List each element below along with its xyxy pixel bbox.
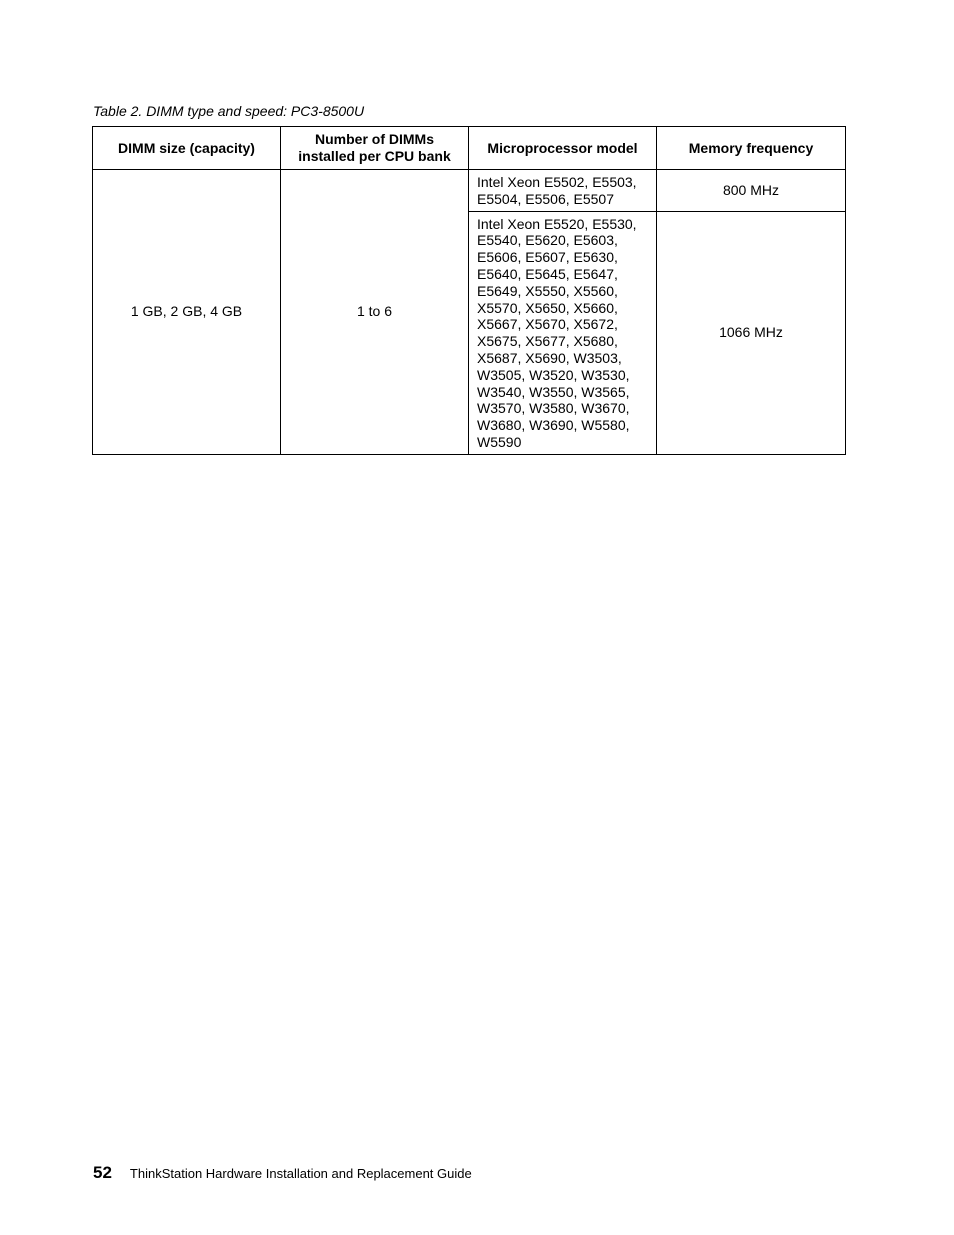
- page-footer: [93, 1163, 472, 1183]
- cell-memory-frequency: 1066 MHz: [657, 211, 846, 454]
- cell-dimm-size: 1 GB, 2 GB, 4 GB: [93, 170, 281, 455]
- dimm-type-speed-table: [92, 126, 846, 455]
- table-caption: Table 2. DIMM type and speed: PC3-8500U: [93, 103, 365, 119]
- document-title: ThinkStation Hardware Installation and Replacement Guide: [129, 1166, 472, 1181]
- table-header-row: [93, 127, 846, 170]
- table-row: [93, 170, 846, 212]
- cell-microprocessor-models: Intel Xeon E5502, E5503, E5504, E5506, E5507: [469, 170, 657, 212]
- header-microprocessor-model: Microprocessor model: [469, 127, 657, 170]
- cell-microprocessor-models: Intel Xeon E5520, E5530, E5540, E5620, E5603, E5606, E5607, E5630, E5640, E5645, E5647, E5649, X5550, X5560, X5570, X5650, X5660, X5667, X5670, X5672, X5675, X5677, X5680, X5687, X5690, W3503, W3505, W3520, W3530, W3540, W3550, W3565, W3570, W3580, W3670, W3680, W3690, W5580, W5590: [469, 211, 657, 454]
- header-dimm-size: DIMM size (capacity): [93, 127, 281, 170]
- page-number: 52: [93, 1163, 112, 1182]
- header-memory-frequency: Memory frequency: [657, 127, 846, 170]
- header-dimms-per-bank: Number of DIMMs installed per CPU bank: [281, 127, 469, 170]
- cell-dimms-per-bank: 1 to 6: [281, 170, 469, 455]
- cell-memory-frequency: 800 MHz: [657, 170, 846, 212]
